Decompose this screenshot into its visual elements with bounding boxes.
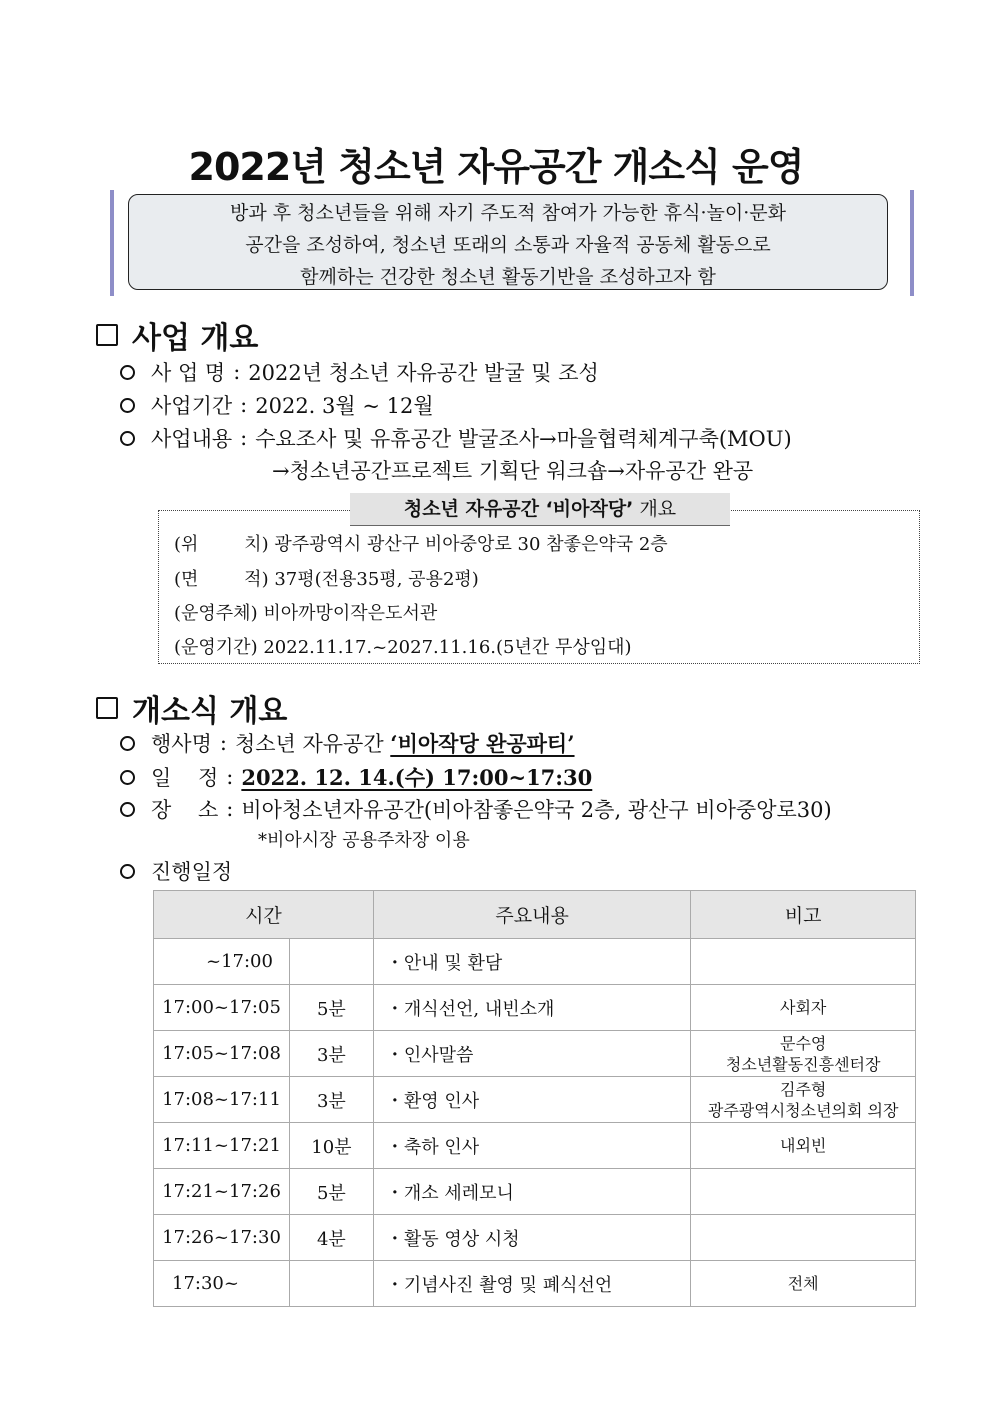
table-row: [154, 939, 916, 985]
cell-duration: [289, 1261, 373, 1307]
business-period-value: 2022. 3월 ~ 12월: [255, 394, 434, 418]
cell-note: 김주형 광주광역시청소년의회 의장: [691, 1077, 916, 1123]
checkbox-square-icon: [96, 324, 118, 346]
space-info-title-bold: 청소년 자유공간 ‘비아작당’: [403, 498, 634, 520]
cell-note: 사회자: [691, 985, 916, 1031]
table-row: [154, 1169, 916, 1215]
cell-note: [691, 1169, 916, 1215]
colon: :: [233, 360, 241, 384]
event-place-line: [120, 794, 832, 824]
event-date-label: 일 정: [151, 766, 219, 790]
table-row: [154, 985, 916, 1031]
info-row-location: [174, 530, 668, 556]
business-content-line-2: [272, 455, 753, 485]
info-value: 비아까망이작은도서관: [263, 603, 438, 624]
business-name-value: 2022년 청소년 자유공간 발굴 및 조성: [248, 361, 599, 385]
purpose-box: [128, 194, 888, 290]
colon: :: [240, 426, 248, 450]
document-title: 2022년 청소년 자유공간 개소식 운영: [188, 145, 804, 189]
circle-bullet-icon: [120, 398, 135, 413]
cell-time: 17:21~17:26: [154, 1169, 290, 1215]
parking-note: [258, 826, 470, 852]
colon: :: [226, 765, 234, 789]
space-info-title: [350, 493, 730, 526]
cell-time: 17:05~17:08: [154, 1031, 290, 1077]
info-value: 광주광역시 광산구 비아중앙로 30 참좋은약국 2층: [274, 534, 668, 555]
table-row: [154, 1077, 916, 1123]
section-heading-text: 사업 개요: [132, 321, 259, 356]
cell-time: ~17:00: [154, 939, 290, 985]
circle-bullet-icon: [120, 864, 135, 879]
purpose-line-1: 방과 후 청소년들을 위해 자기 주도적 참여가 가능한 휴식·놀이·문화: [230, 202, 786, 224]
event-name-line: [120, 728, 575, 758]
info-value: 2022.11.17.~2027.11.16.(5년간 무상임대): [263, 637, 632, 658]
info-label: (운영기간): [174, 637, 258, 658]
cell-time: 17:11~17:21: [154, 1123, 290, 1169]
cell-note: 문수영 청소년활동진흥센터장: [691, 1031, 916, 1077]
purpose-frame: [110, 190, 914, 296]
colon: :: [240, 393, 248, 417]
circle-bullet-icon: [120, 365, 135, 380]
schedule-heading-line: [120, 856, 232, 886]
event-name-value: ‘비아작당 완공파티’: [390, 731, 575, 756]
info-label: (면 적): [174, 569, 269, 590]
table-row: [154, 1031, 916, 1077]
info-label: (위 치): [174, 534, 269, 555]
cell-content: ・개식선언, 내빈소개: [373, 985, 691, 1031]
event-date-line: [120, 762, 592, 792]
business-content-value-2: →청소년공간프로젝트 기획단 워크숍→자유공간 완공: [272, 459, 754, 483]
section-heading-text: 개소식 개요: [132, 694, 288, 729]
circle-bullet-icon: [120, 736, 135, 751]
cell-note: 전체: [691, 1261, 916, 1307]
info-row-period: [174, 633, 632, 659]
cell-content: ・축하 인사: [373, 1123, 691, 1169]
event-name-label: 행사명: [151, 732, 212, 756]
business-content-label: 사업내용: [151, 427, 233, 451]
schedule-table: [153, 890, 916, 1307]
circle-bullet-icon: [120, 431, 135, 446]
business-name-label: 사 업 명: [151, 361, 226, 385]
header-time: 시간: [154, 891, 374, 939]
business-period-line: [120, 390, 434, 420]
schedule-header-row: [154, 891, 916, 939]
header-content: 주요내용: [373, 891, 691, 939]
cell-note: [691, 939, 916, 985]
cell-content: ・개소 세레모니: [373, 1169, 691, 1215]
event-place-label: 장 소: [151, 798, 219, 822]
event-date-value: 2022. 12. 14.(수) 17:00~17:30: [241, 765, 593, 790]
info-label: (운영주체): [174, 603, 258, 624]
cell-duration: 4분: [289, 1215, 373, 1261]
event-place-value: 비아청소년자유공간(비아참좋은약국 2층, 광산구 비아중앙로30): [241, 798, 832, 822]
table-row: [154, 1123, 916, 1169]
cell-content: ・기념사진 촬영 및 폐식선언: [373, 1261, 691, 1307]
info-value: 37평(전용35평, 공용2평): [274, 569, 479, 590]
colon: :: [226, 797, 234, 821]
cell-content: ・환영 인사: [373, 1077, 691, 1123]
cell-content: ・활동 영상 시청: [373, 1215, 691, 1261]
info-row-operator: [174, 599, 437, 625]
header-note: 비고: [691, 891, 916, 939]
cell-time: 17:30~: [154, 1261, 290, 1307]
cell-note: 내외빈: [691, 1123, 916, 1169]
purpose-line-3: 함께하는 건강한 청소년 활동기반을 조성하고자 함: [300, 266, 716, 288]
table-row: [154, 1261, 916, 1307]
cell-duration: [289, 939, 373, 985]
colon: :: [219, 731, 227, 755]
business-period-label: 사업기간: [151, 394, 233, 418]
info-row-area: [174, 565, 479, 591]
parking-note-text: *비아시장 공용주차장 이용: [258, 830, 470, 851]
cell-time: 17:26~17:30: [154, 1215, 290, 1261]
cell-duration: 5분: [289, 985, 373, 1031]
cell-note: [691, 1215, 916, 1261]
cell-time: 17:08~17:11: [154, 1077, 290, 1123]
cell-time: 17:00~17:05: [154, 985, 290, 1031]
business-content-line: [120, 423, 792, 453]
purpose-line-2: 공간을 조성하여, 청소년 또래의 소통과 자율적 공동체 활동으로: [245, 234, 771, 256]
cell-content: ・안내 및 환담: [373, 939, 691, 985]
business-name-line: [120, 357, 599, 387]
cell-duration: 3분: [289, 1031, 373, 1077]
schedule-heading: 진행일정: [151, 860, 233, 884]
cell-duration: 5분: [289, 1169, 373, 1215]
section-heading-ceremony: [96, 686, 287, 730]
cell-content: ・인사말씀: [373, 1031, 691, 1077]
table-row: [154, 1215, 916, 1261]
event-name-prefix: 청소년 자유공간: [234, 732, 391, 756]
space-info-title-rest: 개요: [633, 498, 677, 520]
business-content-value: 수요조사 및 유휴공간 발굴조사→마을협력체계구축(MOU): [255, 427, 792, 451]
section-heading-business: [96, 313, 258, 357]
circle-bullet-icon: [120, 802, 135, 817]
circle-bullet-icon: [120, 770, 135, 785]
cell-duration: 10분: [289, 1123, 373, 1169]
cell-duration: 3분: [289, 1077, 373, 1123]
checkbox-square-icon: [96, 697, 118, 719]
